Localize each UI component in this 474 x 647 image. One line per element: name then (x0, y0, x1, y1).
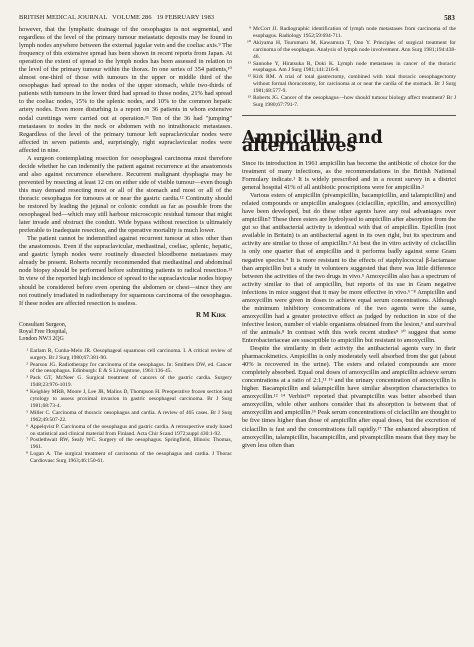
reference-number: ⁷ (26, 437, 28, 444)
reference-number: ⁹ (249, 26, 251, 32)
body-paragraph: The patient cannot be indemnified against recurrent tumour at sites other than the anastomosis. Even if the supraclavicular, mediastinal, coeliac, splenic, hepatic, and gastric lymph nodes were routinely dissected bloodborne metastases may already be present. Roberts recently recommended that mediastinal and abdominal node biopsy should be performed before submitting patients to radical resection.¹³ In view of the reported high incidence of spread to the supraclavicular nodes biopsy should be considered before even opening the abdomen or chest—since they are not routinely irradiated in radiotherapy for squamous carcinoma of the oesophagus. If these nodes are affected resection is useless. (19, 235, 232, 307)
author-address (19, 322, 232, 343)
reference-item (242, 74, 456, 95)
body-paragraph: A surgeon contemplating resection for oesophageal carcinoma must therefore decide whether he can indemnify the patient against recurrence at the anastomosis and also against recurrence elsewhere. Recurrent malignant dysphagia may be prevented by resecting at least 12 cm on either side of visible tumour—even though this may demand resecting most or all of the stomach and most or all of the thoracic oesophagus for tumours at or near the gastric cardia.¹² Continuity should be restored by leading the jejunal or colonic conduit as far as possible from the oesophageal bed—which may still harbour microscopic residual tumour that might later invade and obstruct the conduit. Wide bypass without resection is ultimately preferable to inadequate resection, and the operative mortality is much lower. (19, 154, 232, 235)
reference-item (242, 40, 456, 61)
body-paragraph: Despite the similarity in their activity the antibacterial agents vary in their pharmacokinetics. Ampicillin is only moderately well absorbed from the gut (about 40% is recovered in the urine). The esters and related compounds are more completely absorbed. Equal oral doses of amoxycillin and ampicillin achieve serum concentrations at a ratio of 2:1,¹¹ ¹⁶ and the urinary concentration of amoxycillin is higher. Bacampicillin and talampicillin have similar absorption characteristics to amoxycillin.¹² ¹⁴ Verbist¹⁵ reported that pivampicillin was better absorbed than amoxycillin, while other authors consider that its absorption is between that of amoxycillin and ampicillin.¹⁶ Peak serum concentrations of ciclacillin are thought to be five times higher than those of ampicillin after equal doses, but the excretion of ciclacillin is fast and the concentrations fall rapidly.¹⁷ The enhanced absorption of amoxycillin, talampicillin, bacampicillin, and pivampicillin means that they may be given less often than (242, 345, 456, 449)
reference-text: Miller C. Carcinoma of thoracic oesophagus and cardia. A review of 405 cases. Br J Surg 1962;49:507-22. (30, 409, 232, 423)
reference-text: Sannohe Y, Hiratsuka R, Doki K. Lymph node metastases in cancer of the thoracic esophagus. Am J Surg 1981;141:216-8. (253, 60, 456, 74)
reference-item (19, 348, 232, 362)
body-paragraph: however, that the lymphatic drainage of the oesophagus is not segmental, and regardless of the level of the primary tumour metastatic deposits may be found in lymph nodes anywhere between the external jugular vein and the coeliac axis.⁹ The frequency of this extensive spread has been shown in recent reports from Japan. At operation the extent of spread to the lymph nodes has been assessed in relation to the level of the primary tumour within the thorax. In one series of 354 patients,¹⁰ almost one-third of those with tumours in the upper or middle third of the oesophagus had spread to the nodes of the upper stomach, while two-thirds of patients with tumours in the lower third had spread to those nodes, 21% had spread to the coeliac nodes, 15% to the splenic nodes, and 10% to the common hepatic artery nodes. Even more disturbing is a report on 36 patients in whom extensive nodal curettings were carried out at operation.¹¹ Ten of the 36 had "jumping" metastases to nodes in the neck or abdomen with no intrathoracic metastases. Regardless of the level of the primary tumour left supraclavicular nodes were affected in seven patients and, surprisingly, right supraclavicular nodes were affected in nine. (19, 26, 232, 154)
running-head (19, 14, 214, 21)
article-title: Ampicillin and alternatives (242, 127, 383, 156)
reference-item (19, 410, 232, 424)
body-paragraph: Since its introduction in 1961 ampicillin has become the antibiotic of choice for the treatment of many infections, as the recommendations in the British National Formulary indicate.¹ It is widely prescribed and in a recent survey in a district general hospital 41% of all antibiotic prescriptions were for ampicillin.² (242, 159, 456, 192)
page-header (19, 14, 455, 25)
address-line: London NW3 2QG (19, 335, 64, 342)
reference-text: Postlethwait RW, Sealy WC. Surgery of the oesophagus. Springfield, Illinois: Thomas, 1961. (30, 437, 232, 451)
reference-number: ⁶ (26, 423, 28, 430)
reference-item (19, 375, 232, 389)
reference-number: ⁵ (26, 409, 28, 416)
reference-text: Pack GT, McNeer G. Surgical treatment of cancers of the gastric cardia. Surgery 1948;23:976-1019. (30, 375, 232, 389)
reference-text: Roberts JG. Cancer of the oesophagus—how should tumour biology affect treatment? Br J Surg 1980;67:791-7. (253, 95, 456, 108)
section-divider (242, 115, 456, 116)
reference-item (242, 26, 456, 40)
address-line: Royal Free Hospital, (19, 328, 68, 335)
body-paragraph: Various esters of ampicillin (pivampicillin, bacampicillin, and talampicillin) and related compounds or ampicillin analogues (ciclacillin, epicillin, and amoxycillin) have been developed, but do these other agents have any real advantages over ampicillin? These three esters are hydrolysed to ampicillin after absorption from the gut so that antibacterial activity is identical with that of ampicillin. Epicillin (not available in Britain) is an antibacterial agent in its own right, but its spectrum and activity are similar to those of ampicillin.³ At best the in vitro activity of ciclacillin is only one quarter that of ampicillin and it performs badly against some Gram negative species.⁴ It is more resistant to the effects of staphylococcal β-lactamase than ampicillin but a study in volunteers suggested that there was little difference between the activities of the two drugs in vivo.⁵ Amoxycillin also has a spectrum of activity similar to that of ampicillin, but reports of its use in Gram negative infections in mice suggest that it may be more effective in vivo.⁶⁻⁸ Ampicillin and amoxycillin were given in doses to achieve equal serum concentrations. Although the minimum inhibitory concentrations of the two agents were the same, amoxycillin had a greater protective effect as judged by reduction in size of the infective lesion, number of viable organisms obtained from the lesion,⁶ and survival of the animals.⁸ In contrast with this work recent studies⁹ ¹⁰ suggest that some Enterobacteriaceae are susceptible to ampicillin but resistant to amoxycillin. (242, 192, 456, 344)
reference-number: ¹ (26, 347, 28, 354)
reference-list (242, 26, 456, 109)
reference-text: Keighley MRB, Moore J, Lee JR, Malins D, Thompson H. Preoperative frozen section and cytology to assess proximal invasion in gastric oesophageal carcinoma. Br J Surg 1981;68:73-4. (30, 389, 232, 409)
reference-list (19, 348, 232, 465)
reference-number: ¹³ (247, 95, 251, 102)
reference-number: ¹² (247, 74, 251, 81)
journal-name: BRITISH MEDICAL JOURNAL (19, 14, 108, 21)
reference-number: ² (26, 361, 28, 368)
reference-text: Pearson JG. Radiotherapy for carcinoma of the oesophagus. In: Smithers DW, ed. Cancer of the oesophagus. Edinburgh: E & S Livingstone, 1961:136-45. (30, 361, 232, 375)
address-line: Consultant Surgeon, (19, 321, 67, 328)
reference-text: McCort JJ. Radiographic identification of lymph node metastases from carcinoma of the esophagus. Radiology 1952;59:694-711. (253, 26, 456, 39)
volume: VOLUME 286 (112, 14, 152, 21)
reference-number: ⁴ (26, 389, 28, 396)
author-signature: R M Kirk (195, 310, 226, 319)
right-column (242, 26, 456, 450)
reference-number: ¹¹ (247, 60, 251, 67)
reference-item (19, 362, 232, 376)
reference-item (19, 389, 232, 410)
reference-text: Kirk RM. A trial of total gastrectomy, combined with total thoracic oesophagectomy without formal thoracotomy, for carcinoma at or near the cardia of the stomach. Br J Surg 1981;68:577-9. (253, 74, 456, 95)
reference-number: ⁸ (26, 451, 28, 458)
reference-text: Earlam R, Cunha-Melo JR. Oesophageal squamous cell carcinoma. I. A critical review of surgery. Br J Surg 1980;67:381-90. (30, 347, 232, 361)
left-column (19, 26, 232, 465)
reference-item (242, 95, 456, 109)
reference-item (19, 424, 232, 438)
reference-text: Appelqvist P. Carcinoma of the oesophagus and gastric cardia. A retrospective study based on statistical and clinical material from Finland. Acta Chir Scand 1972;suppl 430:1-92. (30, 423, 232, 437)
reference-text: Logan A. The surgical treatment of carcinoma of the oesophagus and cardia. J Thorac Cardiovasc Surg 1963;46:150-61. (30, 451, 232, 465)
reference-number: ¹⁰ (247, 39, 251, 46)
issue-date: 19 FEBRUARY 1983 (156, 14, 215, 21)
reference-number: ³ (26, 375, 28, 382)
reference-item (242, 61, 456, 75)
reference-text: Akiyama H, Tsurumaru M, Kawamura T, Ono Y. Principles of surgical treatment for carcinoma of the esophagus. Analysis of lymph node involvement. Ann Surg 1981;194:438-46. (253, 39, 456, 60)
page-number: 583 (444, 14, 455, 22)
reference-item (19, 451, 232, 465)
reference-item (19, 437, 232, 451)
